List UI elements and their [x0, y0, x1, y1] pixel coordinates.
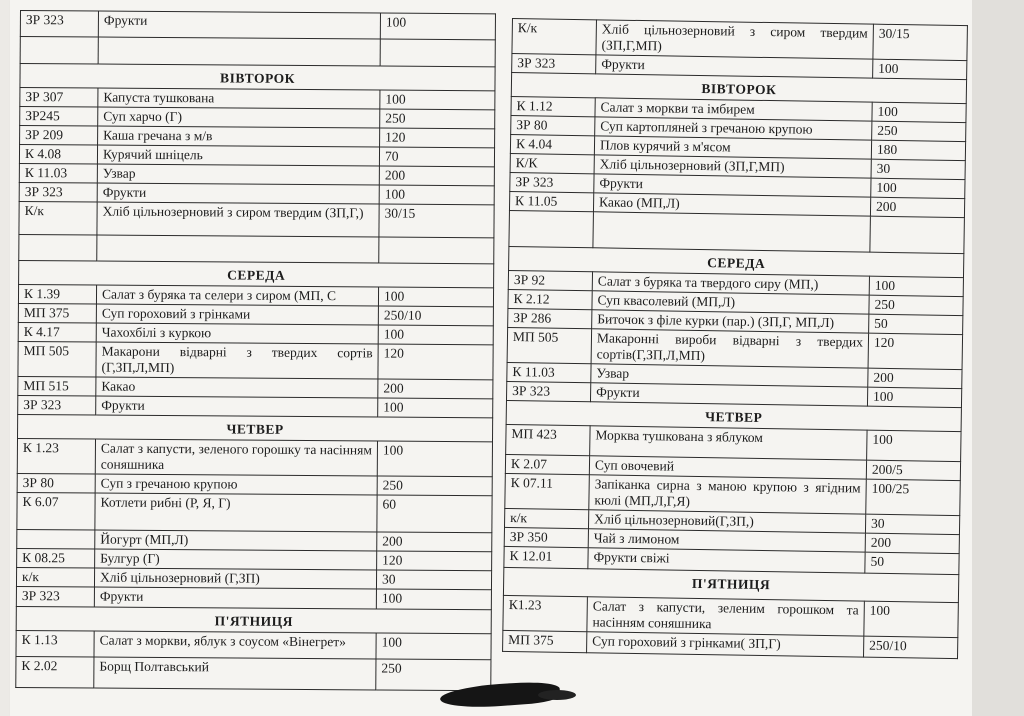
dish-code: ЗР 323: [19, 182, 97, 202]
dish-code: К1.23: [503, 595, 588, 631]
page-edge: [972, 0, 1024, 716]
dish-code: ЗР 323: [20, 11, 98, 38]
portion-size: 120: [377, 551, 492, 571]
dish-code: К/К: [510, 153, 594, 173]
dish-name: Узвар: [591, 364, 868, 387]
dish-code: К 2.07: [505, 454, 589, 474]
dish-code: ЗР 323: [18, 395, 96, 415]
dish-name: Суп гороховий з грінками( ЗП,Г): [587, 632, 864, 657]
portion-size: 100: [869, 276, 963, 296]
dish-code: К 4.04: [510, 134, 594, 154]
dish-code: МП 375: [503, 630, 587, 652]
portion-size: 200: [378, 379, 493, 399]
dish-name: Суп харчо (Г): [98, 107, 380, 128]
dish-name: Фрукти: [590, 383, 867, 406]
day-heading-row: [16, 606, 491, 633]
portion-size: 200: [865, 533, 959, 553]
portion-size: 50: [865, 552, 959, 574]
dish-code: К/к: [512, 19, 597, 55]
portion-size: 100/25: [866, 479, 961, 515]
menu-row: [18, 341, 493, 379]
dish-code: К 4.17: [18, 322, 96, 342]
dish-name: Фрукти: [94, 587, 376, 609]
dish-code: К 11.03: [19, 163, 97, 183]
portion-size: 30: [865, 514, 959, 534]
dish-code: К 1.13: [16, 630, 94, 657]
portion-size: 30: [376, 570, 491, 590]
dish-code: К/к: [19, 201, 97, 235]
portion-size: 120: [380, 128, 495, 148]
dish-name: Салат з капусти, зеленого горошку та насінням соняшника: [95, 439, 377, 476]
portion-size: 70: [379, 147, 494, 167]
ink-smudge-small: [538, 690, 576, 700]
dish-name: Биточок з філе курки (пар.) (ЗП,Г, МП,Л): [592, 310, 869, 333]
dish-name: Суп картопляней з гречаною крупою: [595, 117, 872, 140]
portion-size: 100: [379, 185, 494, 205]
dish-code: ЗР245: [20, 107, 98, 127]
dish-name: Какао (МП,Л): [593, 193, 870, 216]
portion-size: 100: [376, 589, 491, 610]
portion-size: 100: [378, 325, 493, 345]
day-heading: ВІВТОРОК: [20, 64, 495, 91]
day-heading-row: [20, 64, 495, 91]
dish-code: [17, 529, 95, 549]
menu-row: [19, 201, 494, 237]
portion-size: 50: [869, 314, 963, 334]
dish-code: ЗР 323: [510, 172, 594, 192]
dish-name: Салат з капусти, зеленим горошком та насінням соняшника: [587, 597, 865, 636]
dish-name: Какао: [96, 377, 378, 398]
dish-name: Узвар: [97, 164, 379, 185]
dish-name: Салат з моркви та імбирем: [595, 98, 872, 121]
dish-code: К 1.23: [17, 438, 95, 474]
dish-name: Суп квасолевий (МП,Л): [592, 291, 869, 314]
dish-code: ЗР 286: [508, 308, 592, 328]
dish-code: К 2.12: [508, 289, 592, 309]
dish-code: К 12.01: [504, 546, 588, 568]
dish-name: Фрукти: [97, 183, 379, 204]
portion-size: 100: [378, 398, 493, 418]
portion-size: 100: [873, 59, 967, 79]
day-heading-row: [18, 414, 493, 441]
dish-name: [593, 212, 871, 252]
portion-size: 120: [378, 344, 493, 380]
portion-size: 120: [868, 333, 963, 369]
portion-size: 250: [377, 476, 492, 496]
dish-name: Хліб цільнозерновий з сиром твердим (ЗП,Г,): [97, 202, 379, 237]
dish-name: Суп з гречаною крупою: [95, 474, 377, 495]
dish-code: МП 423: [506, 424, 590, 455]
menu-row: [19, 234, 494, 263]
dish-code: ЗР 323: [506, 381, 590, 401]
portion-size: 250: [872, 121, 966, 141]
portion-size: 250/10: [864, 636, 958, 658]
portion-size: 30: [871, 159, 965, 179]
menu-row: [17, 438, 492, 476]
dish-name: Курячий шніцель: [97, 145, 379, 166]
dish-name: Макаронні вироби відварні з твердих сортів(Г,ЗП,Л,МП): [591, 329, 869, 368]
dish-code: К 11.03: [507, 362, 591, 382]
dish-code: К 08.25: [17, 548, 95, 568]
dish-code: ЗР 80: [511, 115, 595, 135]
portion-size: [870, 216, 965, 253]
portion-size: 200: [868, 368, 962, 388]
dish-name: Чахохбілі з куркою: [96, 323, 378, 344]
menu-table-left: [15, 10, 496, 691]
dish-name: Хліб цільнозерновий (ЗП,Г,МП): [594, 155, 871, 178]
day-heading: ЧЕТВЕР: [18, 414, 493, 441]
dish-name: Фрукти: [596, 55, 873, 78]
portion-size: 100: [380, 13, 495, 40]
portion-size: 200: [377, 532, 492, 552]
dish-name: Хліб цільнозерновий(Г,ЗП,): [588, 510, 865, 533]
dish-name: Хліб цільнозерновий з сиром твердим (ЗП,Г,МП): [596, 20, 874, 59]
dish-name: Фрукти: [98, 11, 380, 39]
dish-name: Фрукти свіжі: [588, 548, 865, 573]
dish-code: МП 505: [507, 327, 592, 363]
portion-size: [379, 237, 494, 264]
portion-size: 250: [869, 295, 963, 315]
portion-size: 250: [380, 109, 495, 129]
portion-size: 100: [867, 430, 961, 461]
dish-code: к/к: [16, 567, 94, 587]
dish-name: [98, 37, 380, 66]
dish-name: Салат з буряка та селери з сиром (МП, С: [96, 285, 378, 306]
menu-row: [16, 630, 491, 659]
dish-name: Борщ Полтавський: [94, 657, 376, 690]
dish-name: Салат з буряка та твердого сиру (МП,): [592, 272, 869, 295]
dish-name: Морква тушкована з яблуком: [590, 426, 867, 460]
portion-size: 250/10: [378, 306, 493, 326]
day-heading-row: [19, 260, 494, 287]
dish-code: к/к: [504, 508, 588, 528]
portion-size: 30/15: [873, 24, 968, 60]
dish-name: [97, 235, 379, 263]
dish-code: [509, 210, 594, 247]
day-heading: П'ЯТНИЦЯ: [16, 606, 491, 633]
dish-name: Суп гороховий з грінками: [96, 304, 378, 325]
dish-name: Чай з лимоном: [588, 529, 865, 552]
dish-code: ЗР 209: [20, 126, 98, 146]
portion-size: 100: [871, 178, 965, 198]
dish-name: Хліб цільнозерновий (Г,ЗП): [94, 568, 376, 589]
menu-row: [20, 11, 495, 40]
portion-size: 100: [867, 387, 961, 407]
day-heading: П'ЯТНИЦЯ: [503, 567, 958, 602]
dish-name: Плов курячий з м'ясом: [594, 136, 871, 159]
portion-size: 200/5: [866, 460, 960, 480]
dish-code: К 2.02: [16, 656, 94, 688]
dish-code: МП 515: [18, 376, 96, 396]
dish-code: К 1.39: [18, 284, 96, 304]
portion-size: 100: [377, 441, 492, 477]
day-heading: СЕРЕДА: [509, 246, 964, 277]
day-heading: ВІВТОРОК: [511, 73, 966, 104]
dish-name: Фрукти: [96, 396, 378, 417]
dish-name: Йогурт (МП,Л): [95, 530, 377, 551]
portion-size: 250: [376, 659, 491, 691]
dish-name: Запіканка сирна з маною крупою з ягідним кюлі (МП,Л,Г,Я): [589, 475, 867, 514]
portion-size: 30/15: [379, 204, 494, 238]
dish-code: К 6.07: [17, 492, 95, 530]
portion-size: 200: [870, 197, 964, 217]
portion-size: 100: [872, 102, 966, 122]
dish-code: МП 505: [18, 341, 96, 377]
day-heading: СЕРЕДА: [19, 260, 494, 287]
dish-name: Котлети рибні (Р, Я, Г): [95, 493, 377, 532]
menu-table-right: [502, 18, 968, 659]
dish-code: ЗР 80: [17, 473, 95, 493]
portion-size: 100: [378, 287, 493, 307]
portion-size: 200: [379, 166, 494, 186]
portion-size: 100: [376, 633, 491, 660]
menu-row: [17, 492, 492, 532]
portion-size: 100: [864, 601, 959, 637]
dish-code: К 4.08: [19, 145, 97, 165]
dish-code: [19, 234, 97, 261]
dish-code: МП 375: [18, 303, 96, 323]
menu-row: [20, 37, 495, 67]
dish-name: Каша гречана з м/в: [98, 126, 380, 147]
dish-code: К 11.05: [509, 191, 593, 211]
dish-code: К 07.11: [505, 473, 590, 509]
day-heading: ЧЕТВЕР: [506, 400, 961, 431]
dish-name: Капуста тушкована: [98, 88, 380, 109]
dish-name: Макарони відварні з твердих сортів (Г,ЗП,Л,МП): [96, 342, 378, 379]
portion-size: 180: [871, 140, 965, 160]
dish-code: [20, 37, 98, 65]
dish-code: ЗР 307: [20, 88, 98, 108]
dish-code: ЗР 92: [508, 270, 592, 290]
portion-size: [380, 39, 495, 67]
dish-name: Булгур (Г): [95, 549, 377, 570]
portion-size: 60: [377, 495, 492, 533]
menu-row: [16, 656, 491, 690]
dish-code: ЗР 323: [16, 586, 94, 607]
portion-size: 100: [380, 90, 495, 110]
dish-name: Суп овочевий: [589, 456, 866, 479]
dish-name: Фрукти: [594, 174, 871, 197]
dish-code: ЗР 350: [504, 527, 588, 547]
dish-code: ЗР 323: [512, 54, 596, 74]
dish-code: К 1.12: [511, 96, 595, 116]
dish-name: Салат з моркви, яблук з соусом «Вінегрет»: [94, 631, 376, 659]
